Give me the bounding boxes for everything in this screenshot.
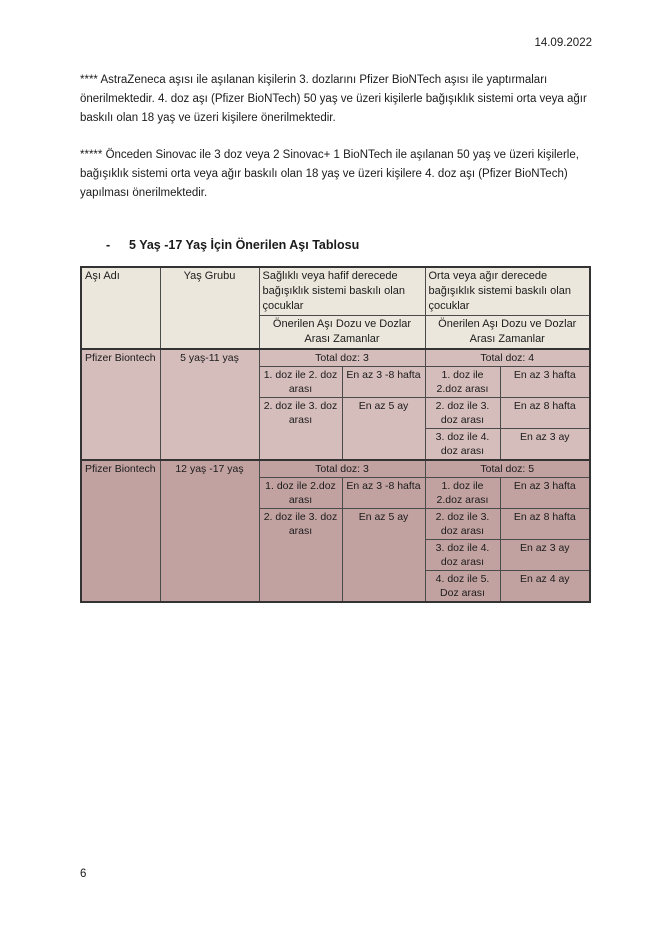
total-doses-cell-healthy: Total doz: 3 (259, 460, 425, 478)
dose-interval-cell: 1. doz ile 2. doz arası (259, 367, 342, 398)
header-cell-vaccine-name: Aşı Adı (81, 267, 160, 349)
vaccine-schedule-table (80, 266, 591, 603)
interval-time-cell: En az 3 hafta (500, 478, 590, 509)
dose-interval-cell: 3. doz ile 4. doz arası (425, 429, 500, 461)
dose-interval-cell: 4. doz ile 5. Doz arası (425, 571, 500, 603)
interval-time-cell: En az 3 ay (500, 540, 590, 571)
header-cell-healthy-children: Sağlıklı veya hafif derecede bağışıklık sistemi baskılı olan çocuklar (259, 267, 425, 316)
dose-interval-cell: 2. doz ile 3. doz arası (425, 398, 500, 429)
dose-interval-cell: 2. doz ile 3. doz arası (259, 509, 342, 603)
vaccine-name-cell: Pfizer Biontech (81, 349, 160, 460)
interval-time-cell: En az 5 ay (342, 509, 425, 603)
section-heading (80, 237, 592, 253)
header-cell-immunosuppressed-children: Orta veya ağır derecede bağışıklık sistemi baskılı olan çocuklar (425, 267, 590, 316)
total-doses-cell-healthy: Total doz: 3 (259, 349, 425, 367)
interval-time-cell: En az 8 hafta (500, 509, 590, 540)
total-doses-cell-immuno: Total doz: 5 (425, 460, 590, 478)
footnote-sinovac: ***** Önceden Sinovac ile 3 doz veya 2 Sinovac+ 1 BioNTech ile aşılanan 50 yaş ve üzeri kişilerle, bağışıklık sistemi orta veya ağır baskılı olan 18 yaş ve üzeri kişilere 4. doz aşı (Pfizer BioNTech) yapılması önerilmektedir. (80, 149, 579, 199)
vaccine-name-cell: Pfizer Biontech (81, 460, 160, 602)
interval-time-cell: En az 5 ay (342, 398, 425, 461)
page-number: 6 (80, 868, 87, 880)
dose-interval-cell: 1. doz ile 2.doz arası (259, 478, 342, 509)
subheader-cell-healthy: Önerilen Aşı Dozu ve Dozlar Arası Zamanlar (259, 316, 425, 350)
footnote-astrazeneca: **** AstraZeneca aşısı ile aşılanan kişilerin 3. dozlarını Pfizer BioNTech aşısı ile yaptırmaları önerilmektedir. 4. doz aşı (Pfizer BioNTech) 50 yaş ve üzeri kişilerle bağışıklık sistemi orta veya ağır baskılı olan 18 yaş ve üzeri kişilere önerilmektedir. (80, 74, 587, 124)
dose-interval-cell: 3. doz ile 4. doz arası (425, 540, 500, 571)
heading-text: 5 Yaş -17 Yaş İçin Önerilen Aşı Tablosu (129, 238, 360, 252)
interval-time-cell: En az 3 -8 hafta (342, 367, 425, 398)
dose-interval-cell: 2. doz ile 3. doz arası (425, 509, 500, 540)
dose-interval-cell: 2. doz ile 3. doz arası (259, 398, 342, 461)
subheader-cell-immunosuppressed: Önerilen Aşı Dozu ve Dozlar Arası Zamanlar (425, 316, 590, 350)
heading-bullet: - (106, 238, 111, 252)
total-doses-cell-immuno: Total doz: 4 (425, 349, 590, 367)
dose-interval-cell: 1. doz ile 2.doz arası (425, 478, 500, 509)
age-group-cell: 5 yaş-11 yaş (160, 349, 259, 460)
document-date: 14.09.2022 (534, 37, 592, 49)
age-group-cell: 12 yaş -17 yaş (160, 460, 259, 602)
interval-time-cell: En az 3 -8 hafta (342, 478, 425, 509)
header-cell-age-group: Yaş Grubu (160, 267, 259, 349)
interval-time-cell: En az 3 hafta (500, 367, 590, 398)
interval-time-cell: En az 8 hafta (500, 398, 590, 429)
interval-time-cell: En az 3 ay (500, 429, 590, 461)
interval-time-cell: En az 4 ay (500, 571, 590, 603)
dose-interval-cell: 1. doz ile 2.doz arası (425, 367, 500, 398)
